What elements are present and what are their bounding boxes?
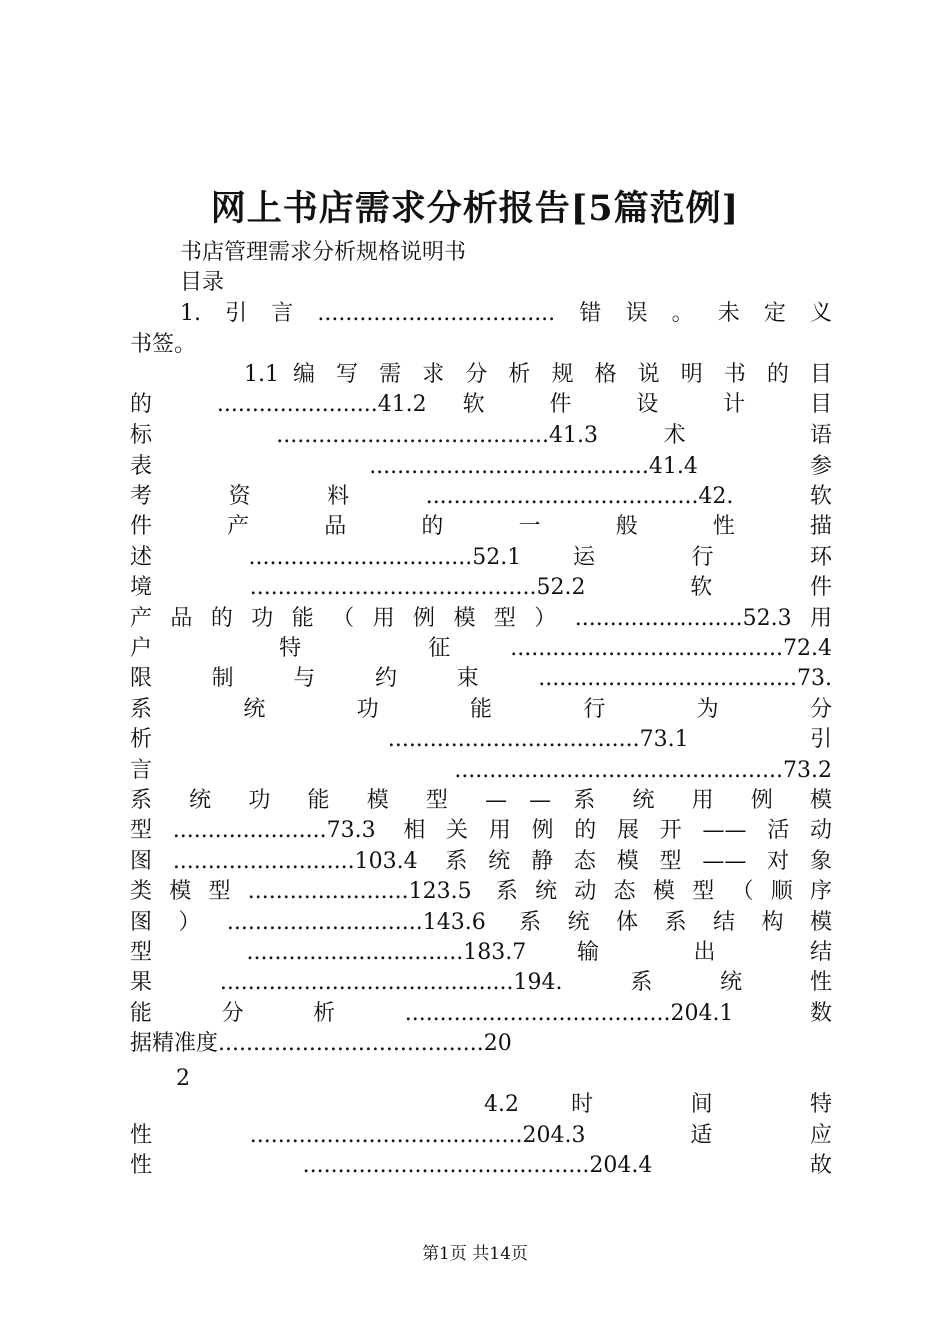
toc-line: 言 ...............................................73.2 (130, 758, 832, 783)
toc-line: 据精准度......................................20 (130, 1031, 512, 1056)
toc-line: 性.......................................204.3 适应 (130, 1123, 832, 1148)
toc-line: 2 (176, 1066, 190, 1091)
toc-line: 能分析......................................204.1 数 (130, 1001, 832, 1026)
toc-line: 性.........................................204.4 故 (130, 1153, 832, 1178)
toc-line: 述 ................................52.1 运 行 环 (130, 545, 832, 570)
toc-line: 境.........................................52.2 软件 (130, 575, 832, 600)
document-subtitle: 书店管理需求分析规格说明书 (180, 240, 467, 265)
toc-line: 书签。 (130, 332, 197, 357)
toc-line: 型 ...............................183.7 输 出 结 (130, 940, 832, 965)
toc-line: 表 ........................................41.4 参 (130, 454, 832, 479)
toc-line: 1.1 编 写 需 求 分 析 规 格 说 明 书 的 目 (244, 362, 832, 387)
toc-line: 产品的功能（用例模型）........................52.3用 (130, 606, 832, 631)
toc-line: 4.2 时 间 特 (484, 1092, 832, 1117)
toc-heading: 目录 (180, 270, 225, 295)
toc-line: 图..........................103.4 系统静态模型——对象 (130, 849, 832, 874)
toc-line: 标 .......................................41.3 术 语 (130, 423, 832, 448)
toc-line: 考资料.......................................42.软 (130, 484, 832, 509)
toc-line: 类模型.......................123.5 系统动态模型（顺序 (130, 879, 832, 904)
document-title: 网上书店需求分析报告[5篇范例] (210, 188, 740, 229)
page-number-footer: 第1页 共14页 (422, 1244, 528, 1264)
toc-line: 的 .......................41.2 软 件 设 计 目 (130, 392, 832, 417)
toc-line: 系 统 功 能 模 型 — — 系 统 用 例 模 (130, 788, 832, 813)
toc-line: 件 产 品 的 一 般 性 描 (130, 514, 832, 539)
toc-line: 1.引言..................................错误。未定义 (180, 301, 832, 326)
toc-line: 户 特 征.......................................72.4 (130, 636, 832, 661)
toc-line: 限制与约束.....................................73. (130, 666, 832, 691)
toc-line: 系 统 功 能 行 为 分 (130, 697, 832, 722)
toc-line: 果..........................................194.系统性 (130, 970, 832, 995)
toc-line: 型......................73.3 相关用例的展开——活动 (130, 818, 832, 843)
toc-line: 图）............................143.6 系统体系结构模 (130, 910, 832, 935)
toc-line: 析 ....................................73.1 引 (130, 727, 832, 752)
